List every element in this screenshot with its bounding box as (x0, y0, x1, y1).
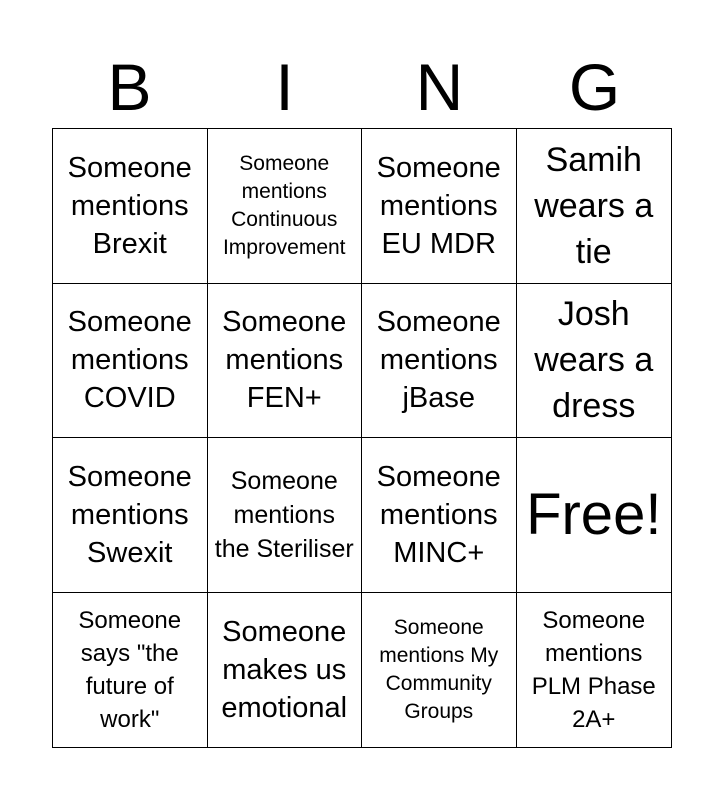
header-letter-b: B (107, 50, 152, 124)
bingo-cell[interactable] (208, 438, 363, 593)
header-letter-g: G (568, 50, 621, 124)
bingo-cell[interactable] (362, 438, 517, 593)
bingo-header (52, 52, 672, 122)
bingo-cell[interactable] (53, 129, 208, 284)
cell-text: Someone mentions MINC+ (376, 460, 501, 569)
cell-text: Someone mentions COVID (67, 306, 192, 415)
cell-text: Someone mentions Continuous Improvement (222, 151, 346, 259)
cell-text: Someone mentions the Steriliser (214, 466, 354, 563)
cell-text: Someone mentions My Community Groups (379, 615, 499, 723)
bingo-cell[interactable] (362, 284, 517, 439)
cell-text: Someone mentions jBase (376, 306, 501, 415)
free-space-label: Free! (526, 481, 662, 547)
bingo-card-grid (52, 128, 672, 748)
cell-text: Someone mentions Brexit (67, 151, 192, 260)
bingo-cell[interactable] (208, 129, 363, 284)
bingo-cell[interactable] (208, 593, 363, 748)
bingo-cell[interactable] (53, 593, 208, 748)
cell-text: Josh wears a dress (534, 295, 654, 426)
header-letter-n: N (415, 50, 464, 124)
cell-text: Someone says "the future of work" (78, 606, 182, 733)
free-space-cell[interactable] (517, 438, 672, 593)
bingo-cell[interactable] (362, 593, 517, 748)
bingo-cell[interactable] (362, 129, 517, 284)
cell-text: Someone mentions PLM Phase 2A+ (531, 606, 656, 733)
bingo-cell[interactable] (517, 129, 672, 284)
cell-text: Samih wears a tie (534, 140, 654, 271)
header-letter-i: I (275, 50, 294, 124)
cell-text: Someone makes us emotional (221, 615, 348, 724)
cell-text: Someone mentions Swexit (67, 460, 192, 569)
bingo-cell[interactable] (208, 284, 363, 439)
bingo-cell[interactable] (517, 284, 672, 439)
bingo-cell[interactable] (517, 593, 672, 748)
bingo-cell[interactable] (53, 438, 208, 593)
cell-text: Someone mentions FEN+ (222, 306, 347, 415)
bingo-cell[interactable] (53, 284, 208, 439)
cell-text: Someone mentions EU MDR (376, 151, 501, 260)
